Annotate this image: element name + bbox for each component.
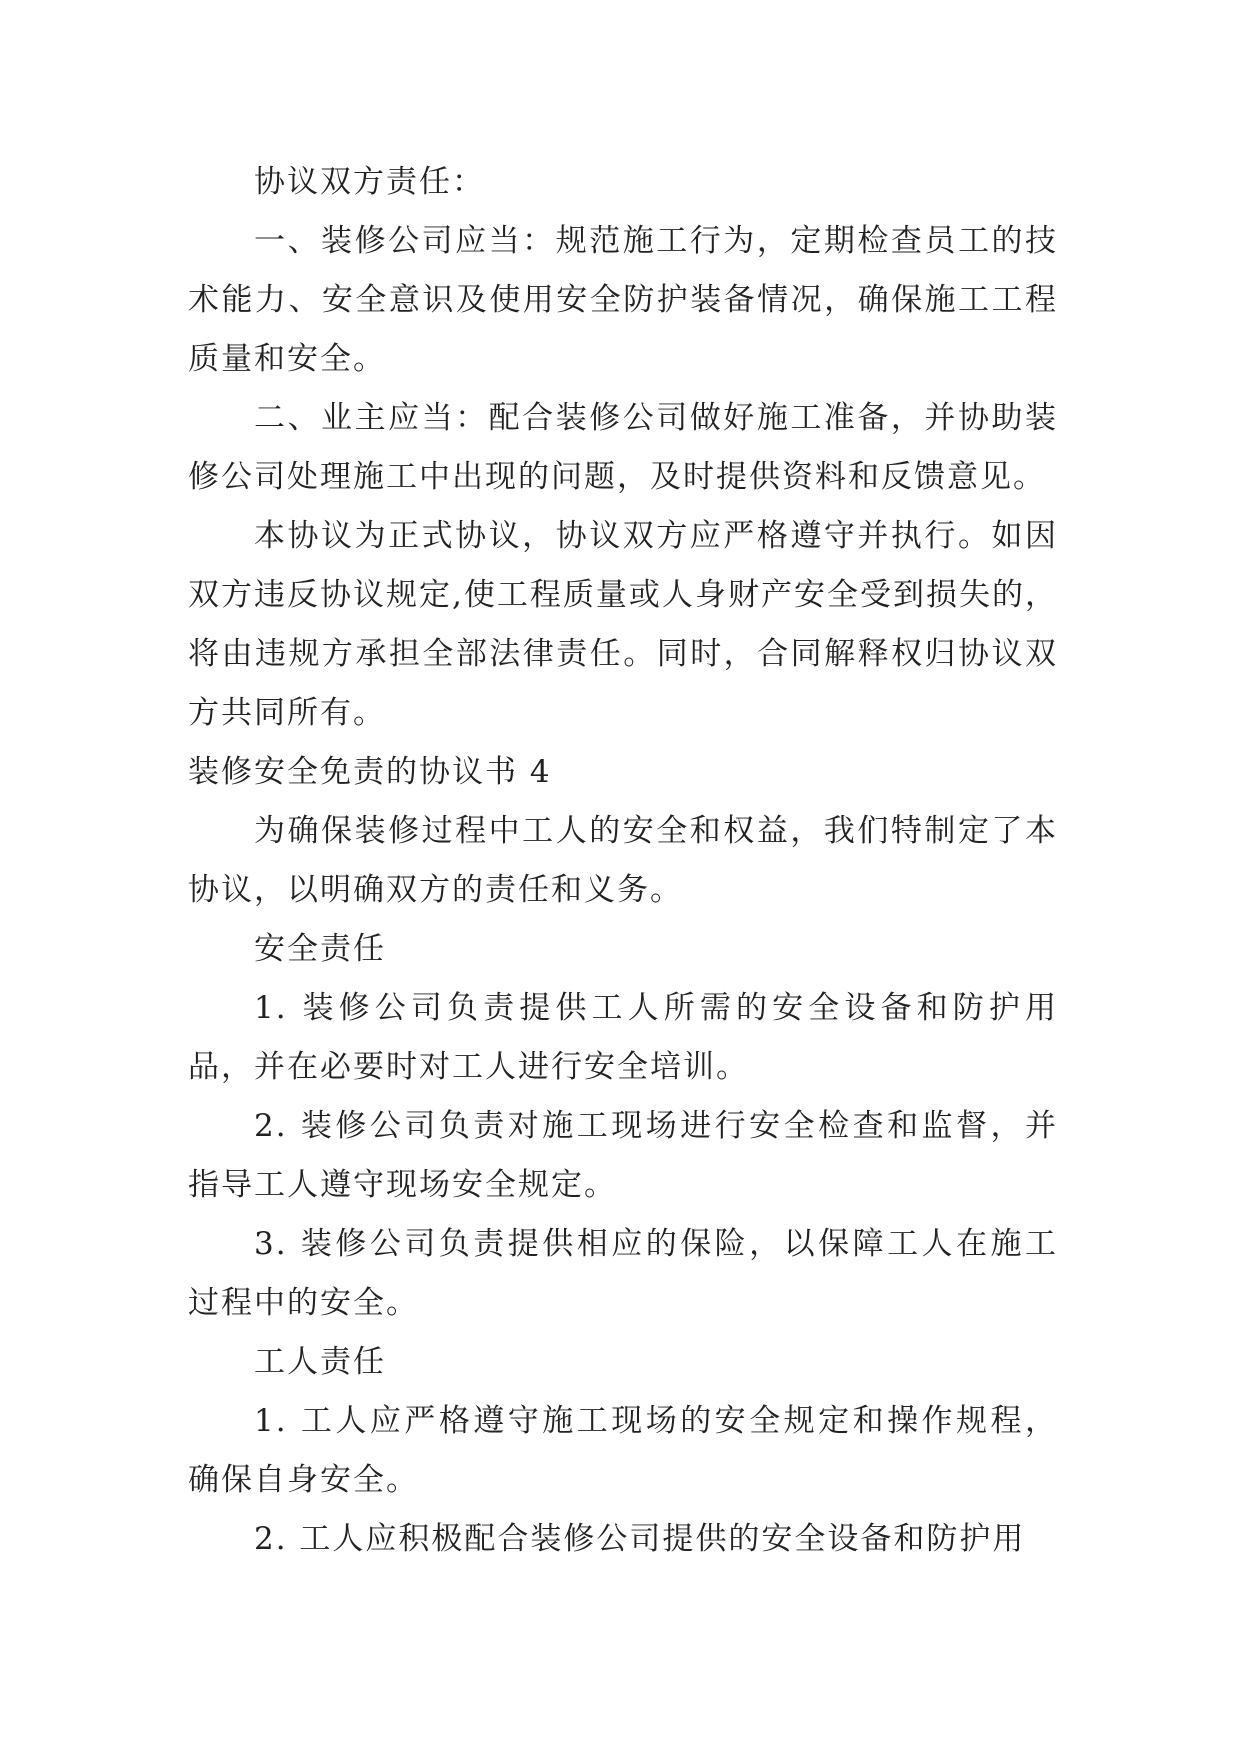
paragraph-formal-agreement: 本协议为正式协议，协议双方应严格遵守并执行。如因双方违反协议规定,使工程质量或人身财产安全受到损失的，将由违规方承担全部法律责任。同时，合同解释权归协议双方共同所有。: [188, 518, 1058, 731]
subheading-safety-responsibility: 安全责任: [254, 931, 386, 967]
paragraph-company-duty: 一、装修公司应当：规范施工行为，定期检查员工的技术能力、安全意识及使用安全防护装备情况，确保施工工程质量和安全。: [188, 223, 1058, 377]
list-item-safety-2: 2. 装修公司负责对施工现场进行安全检查和监督，并指导工人遵守现场安全规定。: [188, 1108, 1058, 1203]
list-item-safety-3: 3. 装修公司负责提供相应的保险，以保障工人在施工过程中的安全。: [188, 1226, 1058, 1321]
document-body: [188, 153, 1058, 1569]
paragraph-purpose: 为确保装修过程中工人的安全和权益，我们特制定了本协议，以明确双方的责任和义务。: [188, 813, 1058, 908]
list-item-worker-1: 1. 工人应严格遵守施工现场的安全规定和操作规程，确保自身安全。: [188, 1403, 1058, 1498]
section-title: 装修安全免责的协议书 4: [188, 754, 552, 790]
paragraph-responsibilities-heading: 协议双方责任：: [254, 164, 485, 200]
subheading-worker-responsibility: 工人责任: [254, 1344, 386, 1380]
list-item-worker-2: 2. 工人应积极配合装修公司提供的安全设备和防护用: [254, 1521, 1026, 1557]
paragraph-owner-duty: 二、业主应当：配合装修公司做好施工准备，并协助装修公司处理施工中出现的问题，及时提供资料和反馈意见。: [188, 400, 1058, 495]
list-item-safety-1: 1. 装修公司负责提供工人所需的安全设备和防护用品，并在必要时对工人进行安全培训。: [188, 990, 1058, 1085]
